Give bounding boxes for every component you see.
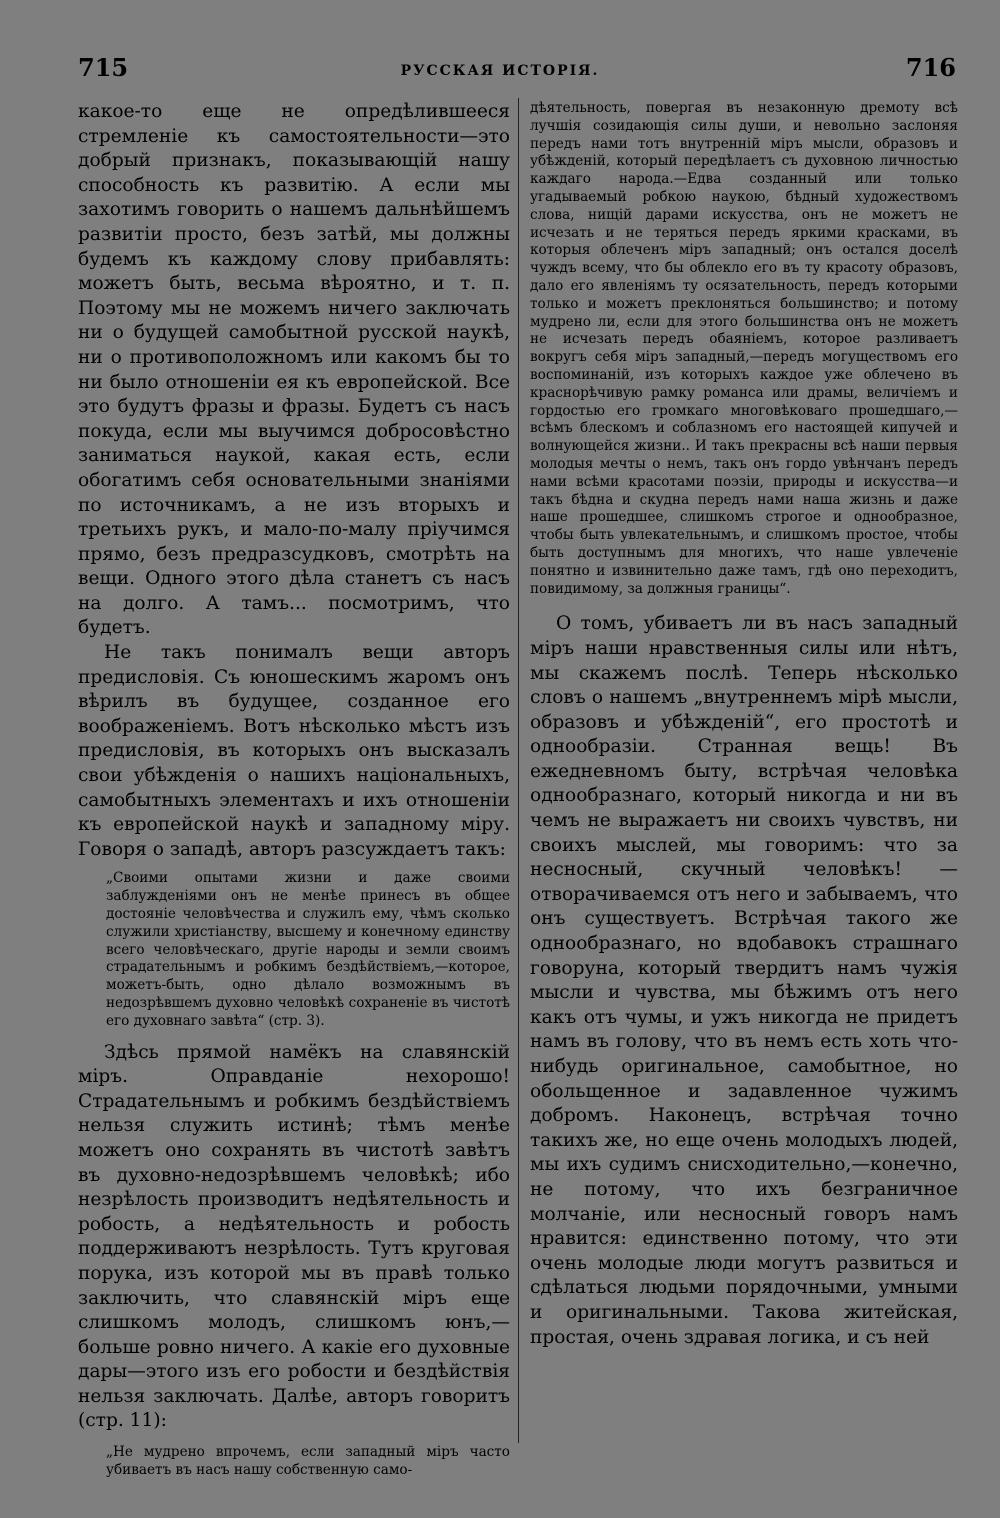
block-quote: „Не мудрено впрочемъ, если западный міръ часто убиваетъ въ насъ нашу собственную само- [106,1444,510,1478]
left-column [78,100,510,1490]
paragraph: Не такъ понималъ вещи авторъ предисловія. Съ юношескимъ жаромъ онъ вѣрилъ въ будущее, созданное его воображеніемъ. Вотъ нѣсколько мѣстъ изъ предисловія, въ которыхъ онъ высказалъ свои убѣжденія о нашихъ національныхъ, самобытныхъ элементахъ и ихъ отношеніи къ европейской наукѣ и западному міру. Говоря о западѣ, авторъ разсуждаетъ такъ: [78,642,510,860]
right-column [530,100,958,1350]
running-title: РУССКАЯ ИСТОРІЯ. [400,63,600,79]
paragraph: какое-то еще не опредѣлившееся стремленіе къ самостоятельности—это добрый признакъ, показывающій нашу способность къ развитію. А если мы захотимъ говорить о нашемъ дальнѣйшемъ развитіи просто, безъ затѣй, мы должны будемъ къ каждому слову прибавлять: можетъ быть, весьма вѣроятно, и т. п. Поэтому мы не можемъ ничего заключать ни о будущей самобытной русской наукѣ, ни о противоположномъ или какомъ бы то ни было отношеніи ея къ европейской. Все это будутъ фразы и фразы. Будетъ съ насъ покуда, если мы выучимся добросовѣстно заниматься наукой, какая есть, если обогатимъ себя основательными знаніями по источникамъ, а не изъ вторыхъ и третьихъ рукъ, и мало-по-малу пріучимся прямо, безъ предразсудковъ, смотрѣть на вещи. Одного этого дѣла станетъ съ насъ на долго. А тамъ... посмотримъ, что будетъ. [78,101,510,639]
block-quote-continued: дѣятельность, повергая въ незаконную дремоту всѣ лучшія созидающія силы души, и невольно заслоняя передъ нами тотъ внутренній міръ мысли, образовъ и убѣжденій, который передѣлаетъ съ духовною личностью каждаго народа.—Едва созданный или только угадываемый робкою наукою, бѣдный художествомъ слова, нищій дарами искусства, онъ не можетъ не исчезать и не теряться передъ яркими красками, въ которыя облеченъ міръ западный; онъ остался доселѣ чуждъ всему, что бы облекло его въ ту красоту образовъ, дало его явленіямъ ту осязательность, передъ которыми только и можетъ преклоняться большинство; и потому мудрено ли, если для этого большинства онъ не можетъ не исчезать передъ обаяніемъ, которое разливаетъ вокругъ себя міръ западный,—передъ могуществомъ его воспоминаній, изъ которыхъ каждое уже облечено въ краснорѣчивую рамку романса или драмы, величіемъ и гордостью его громкаго многовѣковаго прошедшаго,—всѣмъ блескомъ и соблазномъ его настоящей кипучей и волнующейся жизни.. И такъ прекрасны всѣ наши первыя молодыя мечты о немъ, такъ онъ гордо увѣнчанъ передъ нами всѣми красотами поэзіи, природы и искусства—и такъ бѣдна и скудна передъ нами наша жизнь и даже наше прошедшее, слишкомъ строгое и однообразное, чтобы быть увлекательнымъ, и слишкомъ простое, чтобы быть доступнымъ для многихъ, что наше увлеченіе понятно и извинительно даже тамъ, гдѣ оно переходитъ, повидимому, за должныя границы“. [530,100,958,597]
paragraph: О томъ, убиваетъ ли въ насъ западный міръ наши нравственныя силы или нѣтъ, мы скажемъ послѣ. Теперь нѣсколько словъ о нашемъ „внутреннемъ мірѣ мысли, образовъ и убѣжденій“, его простотѣ и однообразіи. Странная вещь! Въ ежедневномъ быту, встрѣчая человѣка однообразнаго, который никогда и ни въ чемъ не выражаетъ ни своихъ чувствъ, ни своихъ мыслей, мы говоримъ: что за несносный, скучный человѣкъ! — отворачиваемся отъ него и забываемъ, что онъ существуетъ. Встрѣчая такого же однообразнаго, но вдобавокъ страшнаго говоруна, который твердитъ намъ чужія мысли и чувства, мы бѣжимъ отъ него какъ отъ чумы, и ужъ никогда не придетъ намъ въ голову, что въ немъ есть хоть что-нибудь оригинальное, самобытное, но обольщенное и задавленное чужимъ добромъ. Наконецъ, встрѣчая точно такихъ же, но еще очень молодыхъ людей, мы ихъ судимъ снисходительно,—конечно, не потому, что ихъ безграничное молчаніе, или несносный говоръ намъ нравится: единственно потому, что эти очень молодые люди могутъ развиться и сдѣлаться людьми порядочными, умными и оригинальными. Такова житейская, простая, очень здравая логика, и съ ней [530,613,958,1348]
paragraph: Здѣсь прямой намёкъ на славянскій міръ. Оправданіе нехорошо! Страдательнымъ и робкимъ бездѣйствіемъ нельзя служить истинѣ; тѣмъ менѣе можетъ оно сохранять въ чистотѣ завѣтъ въ духовно-недозрѣвшемъ человѣкѣ; ибо незрѣлость производитъ недѣятельность и робость, а недѣятельность и робость поддерживаютъ незрѣлость. Тутъ круговая порука, изъ которой мы въ правѣ только заключить, что славянскій міръ еще слишкомъ молодъ, слишкомъ юнъ,—больше ровно ничего. А какіе его духовные дары—этого изъ его робости и бездѣйствія нельзя заключать. Далѣе, авторъ говоритъ (стр. 11): [78,1041,510,1432]
page-number-left: 715 [78,53,129,82]
block-quote: „Своими опытами жизни и даже своими заблужденіями онъ не менѣе принесъ въ общее достояніе человѣчества и служилъ ему, чѣмъ сколько служили христіанству, высшему и конечному единству всего человѣческаго, другіе народы и земли своимъ страдательнымъ и робкимъ бездѣйствіемъ,—которое, можетъ-быть, одно дѣлало возможнымъ въ недозрѣвшемъ духовно человѣкѣ сохраненіе въ чистотѣ его духовнаго завѣта“ (стр. 3). [106,870,510,1029]
page-number-right: 716 [905,53,956,82]
column-divider [518,98,519,1443]
